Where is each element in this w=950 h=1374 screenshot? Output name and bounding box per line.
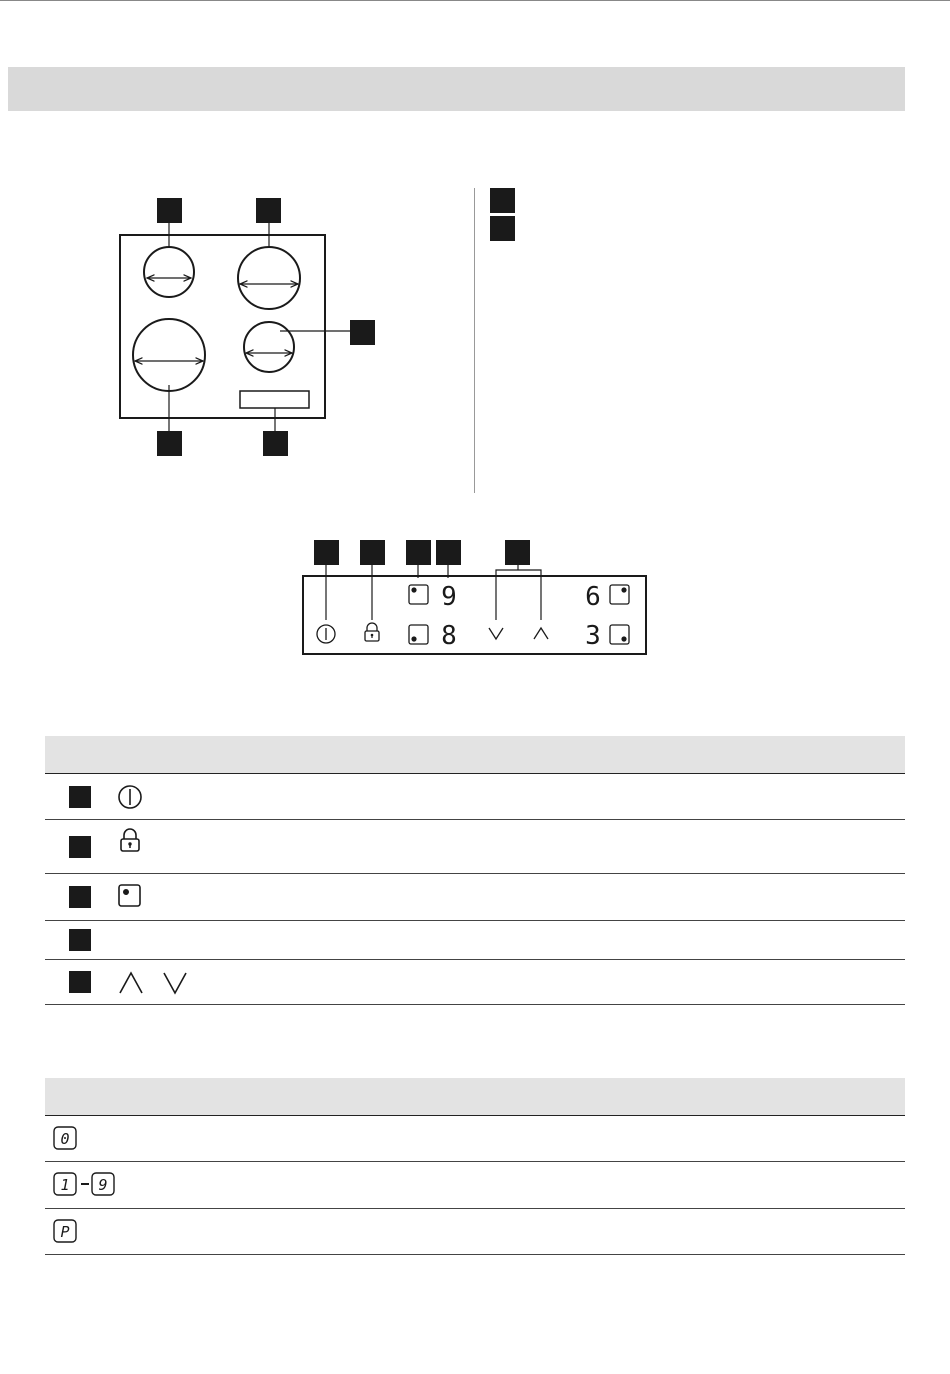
display-glyph: 0 [60,1130,70,1148]
hob-layout-diagram [0,0,474,500]
chevron-up-icon [120,973,142,993]
displays-table-header [45,1078,905,1116]
zone-indicator-icon [409,585,428,604]
controls-table-header [45,736,905,774]
display-glyph: 9 [98,1176,108,1194]
display-symbol [53,1219,77,1243]
callout-zone-rear-right [256,198,281,223]
control-panel-diagram [290,530,660,660]
legend-key-2 [490,216,515,241]
chevron-down-icon [489,628,503,639]
display-glyph: P [60,1223,70,1241]
zone-rear-right [238,247,300,309]
table-row [45,1116,905,1162]
zone-indicator-icon [610,585,629,604]
display-rear-left: 9 [441,582,457,612]
zone-indicator-icon [610,625,629,644]
on-off-icon [117,784,143,810]
panel-callout-3 [406,540,431,565]
chevron-down-icon [164,973,186,993]
on-off-icon [317,625,335,643]
row-number-marker [69,786,91,808]
displays-table [45,1078,905,1255]
zone-front-left [133,319,205,391]
panel-callout-1 [314,540,339,565]
controls-table [45,736,905,1005]
legend-key-1 [490,188,515,213]
table-row [45,820,905,874]
panel-callout-4 [436,540,461,565]
zone-indicator-icon [117,883,143,909]
up-down-icons [117,967,193,995]
table-row [45,774,905,820]
display-front-left: 8 [441,621,457,651]
callout-zone-front-left [157,431,182,456]
table-row [45,921,905,960]
row-number-marker [69,886,91,908]
display-symbol [53,1126,77,1150]
panel-callout-5 [505,540,530,565]
table-row [45,874,905,921]
row-number-marker [69,836,91,858]
column-divider [474,188,475,493]
callout-zone-front-right [350,320,375,345]
display-symbol [53,1172,77,1196]
table-row [45,1209,905,1255]
display-symbol [91,1172,115,1196]
range-dash [81,1183,89,1185]
zone-indicator-icon [409,625,428,644]
display-rear-right: 6 [585,582,601,612]
lock-icon [365,623,379,641]
row-number-marker [69,971,91,993]
lock-icon [117,828,143,854]
zone-rear-left [144,247,194,297]
row-number-marker [69,929,91,951]
callout-zone-rear-left [157,198,182,223]
zone-front-right [244,322,294,372]
table-row [45,1162,905,1209]
display-glyph: 1 [60,1176,70,1194]
callout-control-panel [263,431,288,456]
panel-callout-2 [360,540,385,565]
chevron-up-icon [534,628,548,639]
control-panel-outline [240,391,309,408]
table-row [45,960,905,1005]
display-front-right: 3 [585,621,601,651]
